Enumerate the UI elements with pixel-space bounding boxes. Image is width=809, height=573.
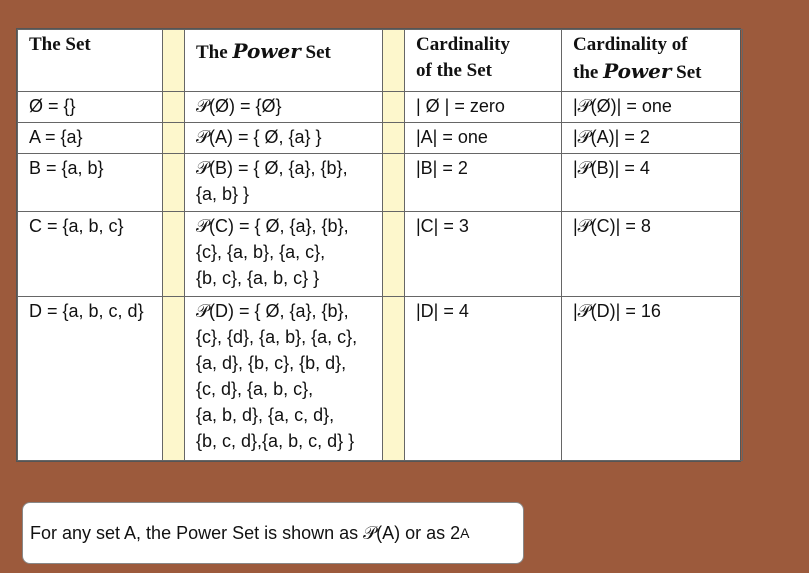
set-cell: Ø = {} (18, 92, 163, 123)
set-cardinality-cell: | Ø | = zero (405, 92, 562, 123)
separator-column (163, 30, 185, 92)
header-the-set: The Set (18, 30, 163, 92)
set-cell: C = {a, b, c} (18, 212, 163, 297)
separator-column (163, 154, 185, 212)
set-cardinality-cell: |B| = 2 (405, 154, 562, 212)
power-set-cardinality-cell: |𝒫(B)| = 4 (562, 154, 743, 212)
header-power-set: The Power Set (185, 30, 383, 92)
power-set-cell: 𝒫(C) = { Ø, {a}, {b}, {c}, {a, b}, {a, c}, {b, c}, {a, b, c} } (185, 212, 383, 297)
separator-column (383, 92, 405, 123)
set-cardinality-cell: |D| = 4 (405, 297, 562, 461)
separator-column (383, 212, 405, 297)
separator-column (383, 297, 405, 461)
power-set-notation-note (22, 502, 524, 564)
set-cell: A = {a} (18, 123, 163, 154)
header-cardinality-set: Cardinality of the Set (405, 30, 562, 92)
power-set-table (16, 28, 741, 462)
separator-column (163, 297, 185, 461)
table-row (18, 92, 743, 123)
separator-column (163, 123, 185, 154)
table-row (18, 297, 743, 461)
separator-column (383, 30, 405, 92)
separator-column (383, 154, 405, 212)
set-cardinality-cell: |C| = 3 (405, 212, 562, 297)
set-cell: B = {a, b} (18, 154, 163, 212)
note-text: For any set A, the Power Set is shown as 𝒫(A) or as 2 (30, 522, 461, 543)
set-cardinality-cell: |A| = one (405, 123, 562, 154)
power-set-cell: 𝒫(D) = { Ø, {a}, {b}, {c}, {d}, {a, b}, {a, c}, {a, d}, {b, c}, {b, d}, {c, d}, {a, b, c}, {a, b, d}, {a, c, d}, {b, c, d},{a, b, c, d} } (185, 297, 383, 461)
header-row (18, 30, 743, 92)
separator-column (163, 212, 185, 297)
power-set-cardinality-cell: |𝒫(C)| = 8 (562, 212, 743, 297)
separator-column (383, 123, 405, 154)
power-set-cell: 𝒫(B) = { Ø, {a}, {b}, {a, b} } (185, 154, 383, 212)
header-cardinality-power-set: Cardinality of the Power Set (562, 30, 743, 92)
note-superscript: A (460, 525, 470, 541)
power-set-cell: 𝒫(A) = { Ø, {a} } (185, 123, 383, 154)
set-cell: D = {a, b, c, d} (18, 297, 163, 461)
table-row (18, 123, 743, 154)
power-set-cardinality-cell: |𝒫(D)| = 16 (562, 297, 743, 461)
table-row (18, 154, 743, 212)
power-set-cardinality-cell: |𝒫(A)| = 2 (562, 123, 743, 154)
separator-column (163, 92, 185, 123)
power-set-cardinality-cell: |𝒫(Ø)| = one (562, 92, 743, 123)
table-row (18, 212, 743, 297)
power-set-cell: 𝒫(Ø) = {Ø} (185, 92, 383, 123)
